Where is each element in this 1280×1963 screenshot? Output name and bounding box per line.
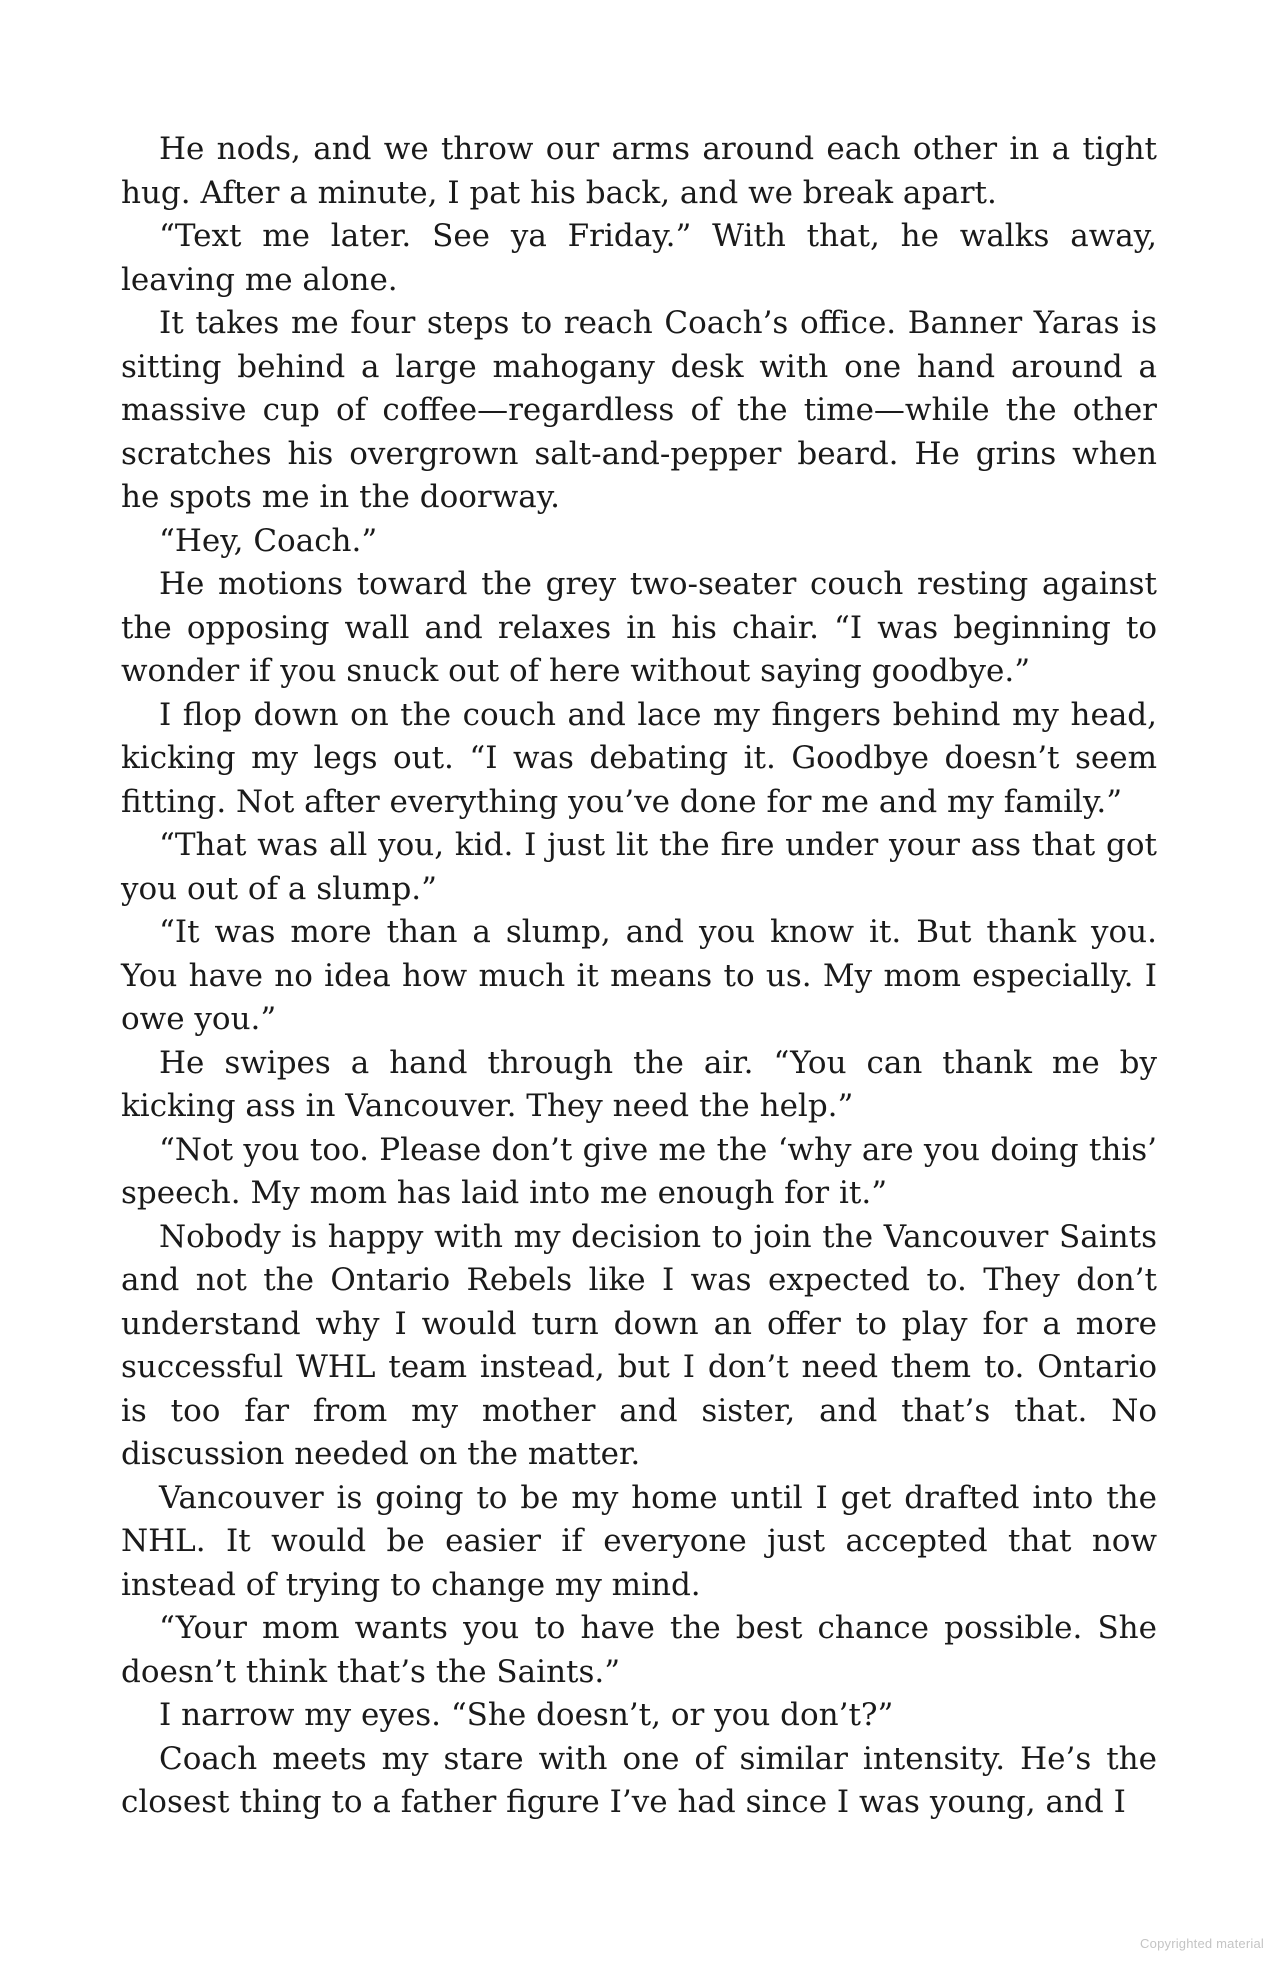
- paragraph-10: “Not you too. Please don’t give me the ‘why are you doing this’ speech. My mom has laid into me enough for it.”: [121, 1131, 1157, 1211]
- paragraph-15: Coach meets my stare with one of similar intensity. He’s the closest thing to a father figure I’ve had since I was young, and I: [121, 1740, 1157, 1820]
- body-text: [121, 128, 1157, 1825]
- copyright-watermark: Copyrighted material: [1140, 1936, 1264, 1951]
- paragraph-5: He motions toward the grey two-seater couch resting against the opposing wall and relaxes in his chair. “I was beginning to wonder if you snuck out of here without saying goodbye.”: [121, 566, 1157, 689]
- paragraph-3: It takes me four steps to reach Coach’s office. Banner Yaras is sitting behind a large mahogany desk with one hand around a massive cup of coffee—regardless of the time—while the other scratches his overgrown salt-and-pepper beard. He grins when he spots me in the doorway.: [121, 305, 1157, 515]
- paragraph-12: Vancouver is going to be my home until I get drafted into the NHL. It would be easier if everyone just accepted that now instead of trying to change my mind.: [121, 1479, 1157, 1603]
- paragraph-1: He nods, and we throw our arms around each other in a tight hug. After a minute, I pat his back, and we break apart.: [121, 131, 1157, 211]
- paragraph-8: “It was more than a slump, and you know it. But thank you. You have no idea how much it means to us. My mom especially. I owe you.”: [121, 914, 1157, 1037]
- paragraph-9: He swipes a hand through the air. “You can thank me by kicking ass in Vancouver. They need the help.”: [121, 1044, 1157, 1124]
- paragraph-2: “Text me later. See ya Friday.” With that, he walks away, leaving me alone.: [121, 218, 1157, 298]
- paragraph-4: “Hey, Coach.”: [159, 522, 378, 559]
- paragraph-6: I flop down on the couch and lace my fingers behind my head, kicking my legs out. “I was debating it. Goodbye doesn’t seem fitting. Not after everything you’ve done for me and my family.”: [121, 696, 1157, 820]
- paragraph-11: Nobody is happy with my decision to join the Vancouver Saints and not the Ontario Rebels like I was expected to. They don’t understand why I would turn down an offer to play for a more successful WHL team instead, but I don’t need them to. Ontario is too far from my mother and sister, and that’s that. No discussion needed on the matter.: [121, 1218, 1157, 1472]
- paragraph-7: “That was all you, kid. I just lit the fire under your ass that got you out of a slump.”: [121, 827, 1157, 907]
- paragraph-13: “Your mom wants you to have the best chance possible. She doesn’t think that’s the Saints.”: [121, 1610, 1157, 1690]
- paragraph-14: I narrow my eyes. “She doesn’t, or you don’t?”: [159, 1697, 894, 1733]
